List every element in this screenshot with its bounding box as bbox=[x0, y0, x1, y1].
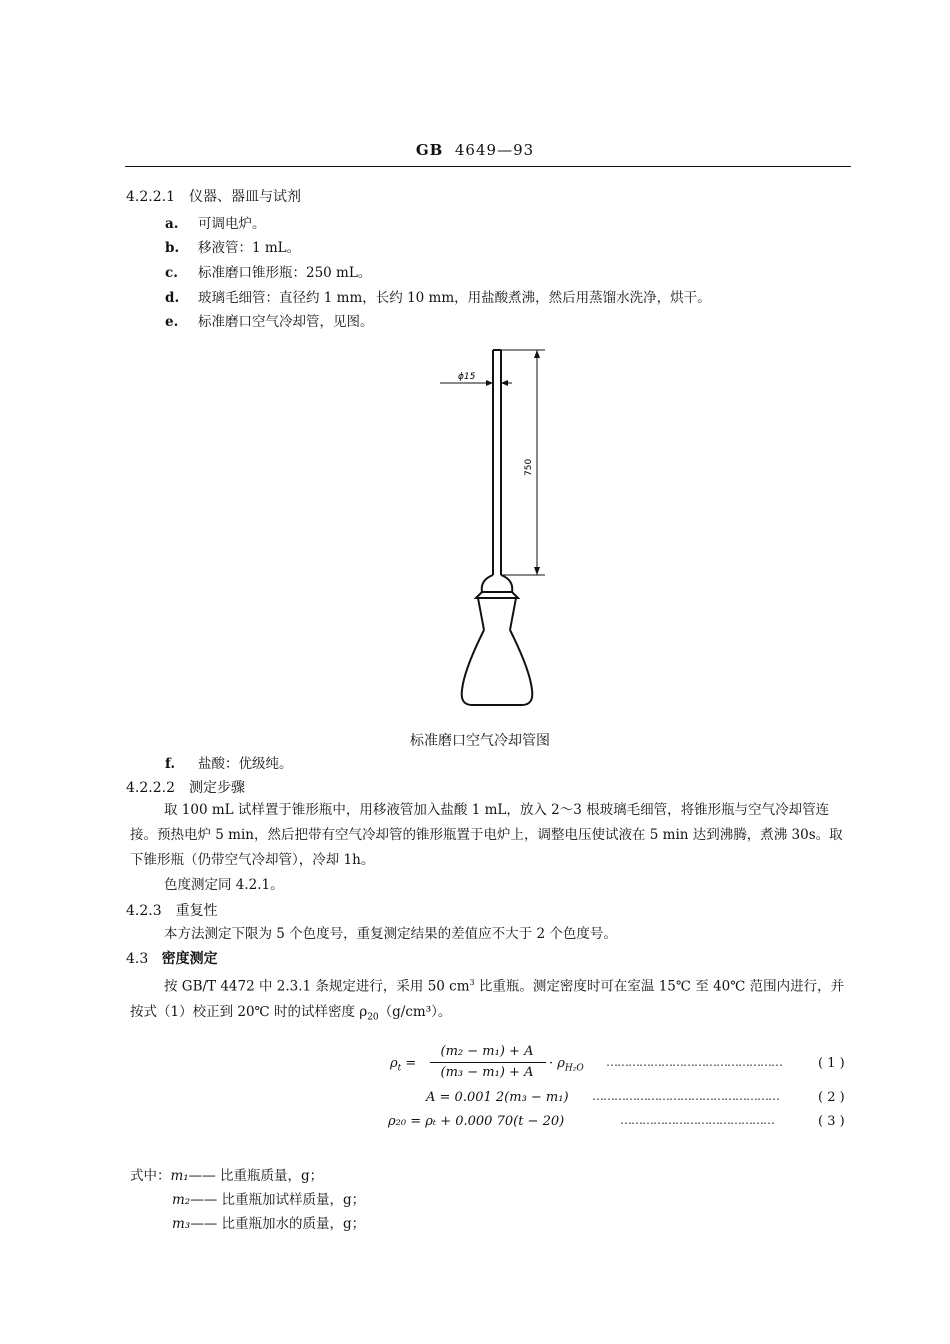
eq2-leader: …………………………………………… bbox=[592, 1089, 779, 1103]
eq3-body: ρ₂₀ = ρₜ + 0.000 70(t − 20) bbox=[388, 1114, 565, 1129]
def-symbol: m₃ bbox=[172, 1216, 191, 1232]
para-sup: 3 bbox=[469, 978, 475, 987]
item-text: 标准磨口空气冷却管，见图。 bbox=[198, 314, 374, 330]
eq1-number: ( 1 ) bbox=[818, 1056, 845, 1071]
list-item bbox=[165, 236, 300, 256]
standard-prefix: GB bbox=[415, 141, 444, 159]
section-4222-paragraph: 取 100 mL 试样置于锥形瓶中，用移液管加入盐酸 1 mL，放入 2～3 根玻璃毛细管，将锥形瓶与空气冷却管连接。预热电炉 5 min，然后把带有空气冷却管的锥形瓶置于电炉上，调整电压使试液在 5 min 达到沸腾，煮沸 30s。取下锥形瓶（仍带空气冷却管），冷却 1h。 bbox=[130, 802, 843, 868]
para-text-b: 比重瓶。测定密度时可在室温 15℃ 至 40℃ 范围内进行，并按式（1）校正到 20℃ 时的试样密度 ρ bbox=[130, 978, 845, 1020]
section-4221-title: 4.2.2.1 仪器、器皿与试剂 bbox=[126, 189, 301, 205]
def-text: —— 比重瓶加试样质量，g； bbox=[190, 1192, 366, 1208]
section-43-number: 4.3 bbox=[126, 951, 149, 967]
eq1-numerator: (m₂ − m₁) + A bbox=[440, 1044, 534, 1059]
section-43-paragraph bbox=[130, 970, 855, 1030]
list-item bbox=[165, 261, 371, 281]
item-text: 可调电炉。 bbox=[198, 216, 266, 232]
item-label: a. bbox=[165, 216, 179, 232]
standard-code: 4649—93 bbox=[454, 141, 535, 159]
where-line bbox=[172, 1212, 365, 1232]
def-symbol: m₁ bbox=[170, 1168, 189, 1184]
para-sub: 20 bbox=[367, 1012, 379, 1023]
eq3-number: ( 3 ) bbox=[818, 1114, 845, 1129]
list-item bbox=[165, 212, 266, 232]
para-text-c: （g/cm³）。 bbox=[378, 1003, 452, 1020]
header-rule bbox=[125, 166, 851, 167]
where-line bbox=[172, 1188, 365, 1208]
section-423-paragraph: 本方法测定下限为 5 个色度号，重复测定结果的差值应不大于 2 个色度号。 bbox=[164, 926, 617, 942]
list-item bbox=[165, 752, 293, 772]
section-4222-title: 4.2.2.2 测定步骤 bbox=[126, 780, 245, 796]
eq3-leader: …………………………………… bbox=[620, 1113, 774, 1127]
item-text: 移液管：1 mL。 bbox=[198, 240, 301, 256]
eq1-tail bbox=[549, 1056, 584, 1074]
tube-outline bbox=[493, 350, 501, 575]
eq1-fraction-bar bbox=[430, 1062, 546, 1063]
where-line bbox=[130, 1164, 323, 1184]
item-label: b. bbox=[165, 240, 180, 256]
def-symbol: m₂ bbox=[172, 1192, 191, 1208]
eq1-rho: ρ bbox=[390, 1056, 398, 1071]
item-text: 玻璃毛细管：直径约 1 mm，长约 10 mm，用盐酸煮沸，然后用蒸馏水洗净，烘干。 bbox=[198, 290, 711, 306]
section-43-heading: 密度测定 bbox=[161, 951, 218, 967]
item-label: d. bbox=[165, 290, 180, 306]
eq1-denominator: (m₃ − m₁) + A bbox=[440, 1065, 534, 1080]
flask-body bbox=[462, 630, 533, 705]
section-4222-note: 色度测定同 4.2.1。 bbox=[164, 877, 284, 893]
item-label: e. bbox=[165, 314, 179, 330]
figure-caption: 标准磨口空气冷却管图 bbox=[410, 733, 550, 749]
air-cooling-tube-figure bbox=[420, 340, 580, 720]
eq1-rho-water: · ρ bbox=[549, 1056, 565, 1071]
item-label: f. bbox=[165, 756, 176, 772]
eq2-number: ( 2 ) bbox=[818, 1090, 845, 1105]
item-text: 标准磨口锥形瓶：250 mL。 bbox=[198, 265, 372, 281]
where-intro: 式中： bbox=[130, 1168, 171, 1184]
item-text: 盐酸：优级纯。 bbox=[198, 756, 293, 772]
tube-joint bbox=[482, 575, 513, 592]
section-423-title: 4.2.3 重复性 bbox=[126, 903, 218, 919]
list-item bbox=[165, 286, 711, 306]
eq2-body: A = 0.001 2(m₃ − m₁) bbox=[426, 1090, 569, 1105]
eq1-rho-water-sub: H₂O bbox=[564, 1063, 584, 1074]
eq1-leader: ………………………………………… bbox=[606, 1055, 782, 1069]
item-label: c. bbox=[165, 265, 178, 281]
dim-label-length: 750 bbox=[524, 458, 534, 476]
section-43-title bbox=[126, 948, 218, 968]
def-text: —— 比重瓶质量，g； bbox=[188, 1168, 324, 1184]
eq1-rho-sub: t bbox=[397, 1063, 402, 1074]
def-text: —— 比重瓶加水的质量，g； bbox=[190, 1216, 366, 1232]
eq1-lhs: $\rho_t$ = bbox=[390, 1056, 417, 1074]
list-item bbox=[165, 310, 374, 330]
page-header bbox=[0, 141, 950, 159]
dim-label-diameter: ϕ15 bbox=[458, 372, 476, 382]
para-text-a: 按 GB/T 4472 中 2.3.1 条规定进行，采用 50 cm bbox=[164, 978, 470, 995]
